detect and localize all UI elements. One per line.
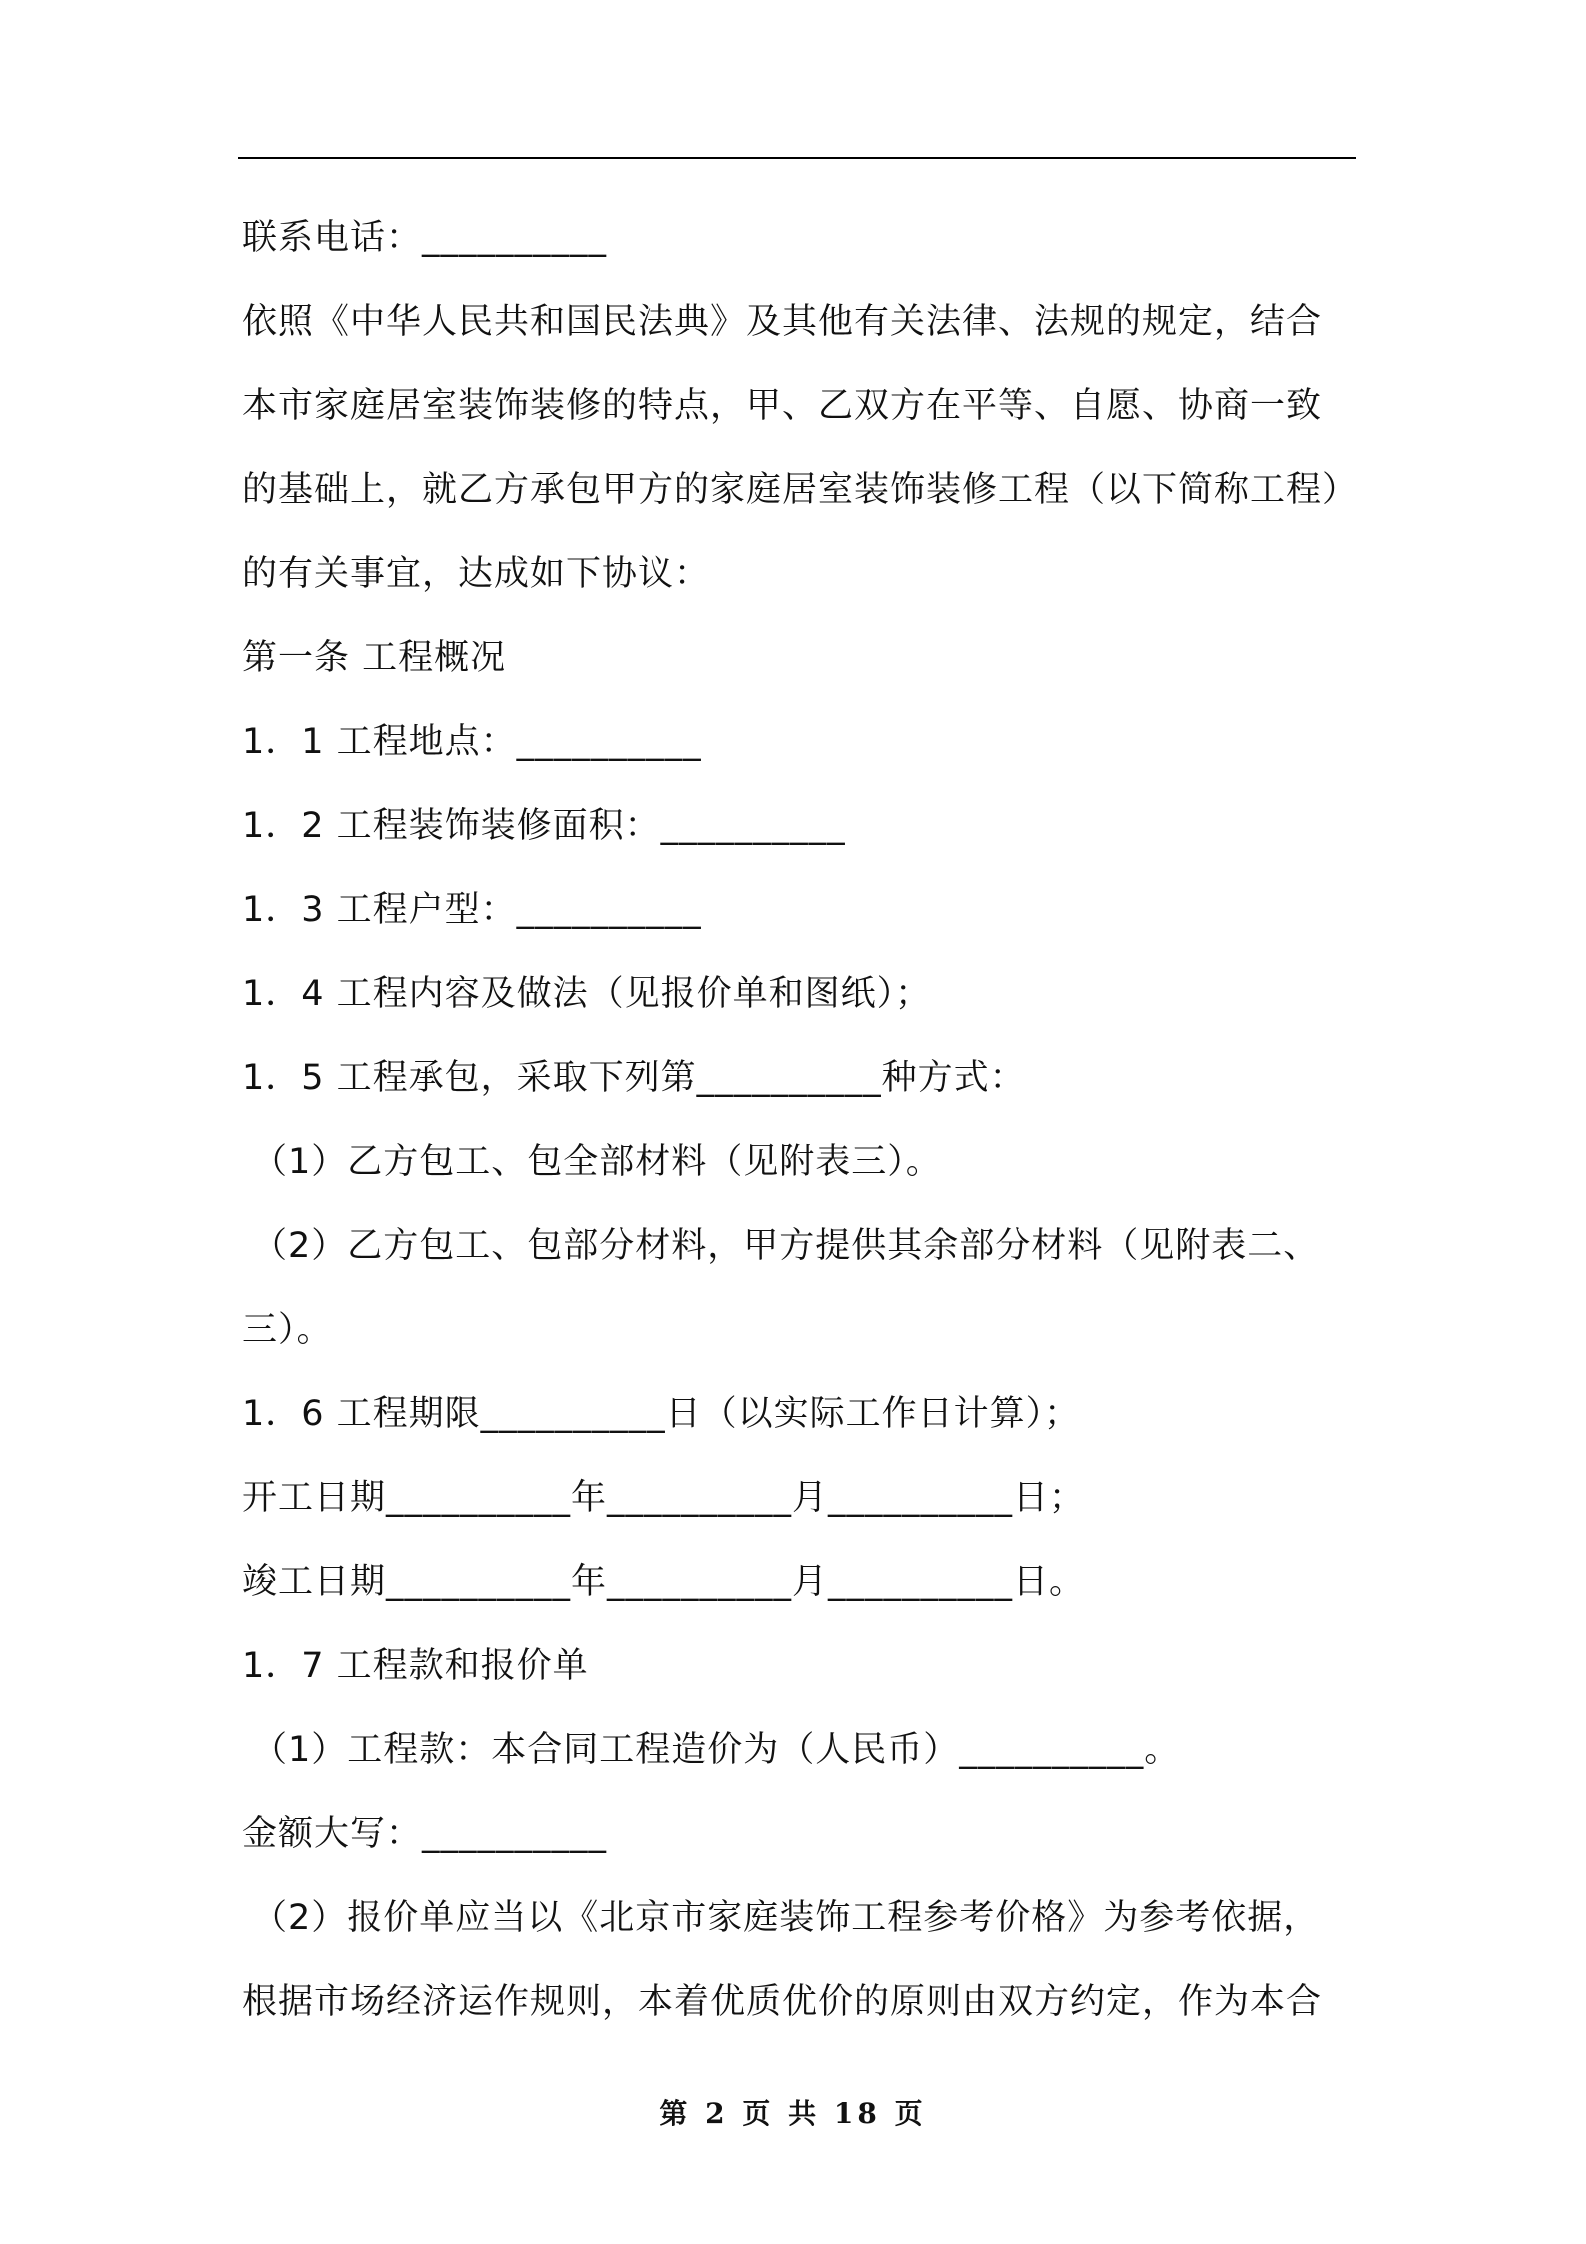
paragraph-line: 依照《中华人民共和国民法典》及其他有关法律、法规的规定，结合 <box>242 302 1323 342</box>
option-item: （2）报价单应当以《北京市家庭装饰工程参考价格》为参考依据， <box>252 1898 1320 1938</box>
clause-item: 1．4 工程内容及做法（见报价单和图纸）； <box>242 974 932 1014</box>
clause-item: 1．7 工程款和报价单 <box>242 1646 589 1686</box>
clause-item: 1．5 工程承包，采取下列第__________种方式： <box>242 1058 1026 1098</box>
start-date-line: 开工日期__________年__________月__________日； <box>242 1478 1086 1518</box>
paragraph-line: 根据市场经济运作规则，本着优质优价的原则由双方约定，作为本合 <box>242 1982 1323 2022</box>
clause-item: 1．6 工程期限__________日（以实际工作日计算）； <box>242 1394 1081 1434</box>
completion-date-line: 竣工日期__________年__________月__________日。 <box>242 1562 1086 1602</box>
paragraph-line: 本市家庭居室装饰装修的特点，甲、乙双方在平等、自愿、协商一致 <box>242 386 1323 426</box>
paragraph-line: 的有关事宜，达成如下协议： <box>242 554 711 594</box>
option-item: （2）乙方包工、包部分材料，甲方提供其余部分材料（见附表二、 <box>252 1226 1320 1266</box>
page-number-footer: 第 2 页 共 18 页 <box>659 2097 927 2130</box>
option-item: （1）乙方包工、包全部材料（见附表三）。 <box>252 1142 942 1182</box>
header-rule <box>238 157 1356 159</box>
clause-item: 1．1 工程地点：__________ <box>242 722 702 762</box>
option-item: （1）工程款：本合同工程造价为（人民币）__________。 <box>252 1730 1181 1770</box>
amount-in-words-line: 金额大写：__________ <box>242 1814 608 1854</box>
paragraph-line: 的基础上，就乙方承包甲方的家庭居室装饰装修工程（以下简称工程） <box>242 470 1359 510</box>
document-body <box>242 196 1358 2044</box>
clause-item: 1．2 工程装饰装修面积：__________ <box>242 806 846 846</box>
option-item-continuation: 三）。 <box>242 1310 333 1350</box>
contact-phone-line: 联系电话：__________ <box>242 218 608 258</box>
section-heading: 第一条 工程概况 <box>242 638 507 678</box>
clause-item: 1．3 工程户型：__________ <box>242 890 702 930</box>
